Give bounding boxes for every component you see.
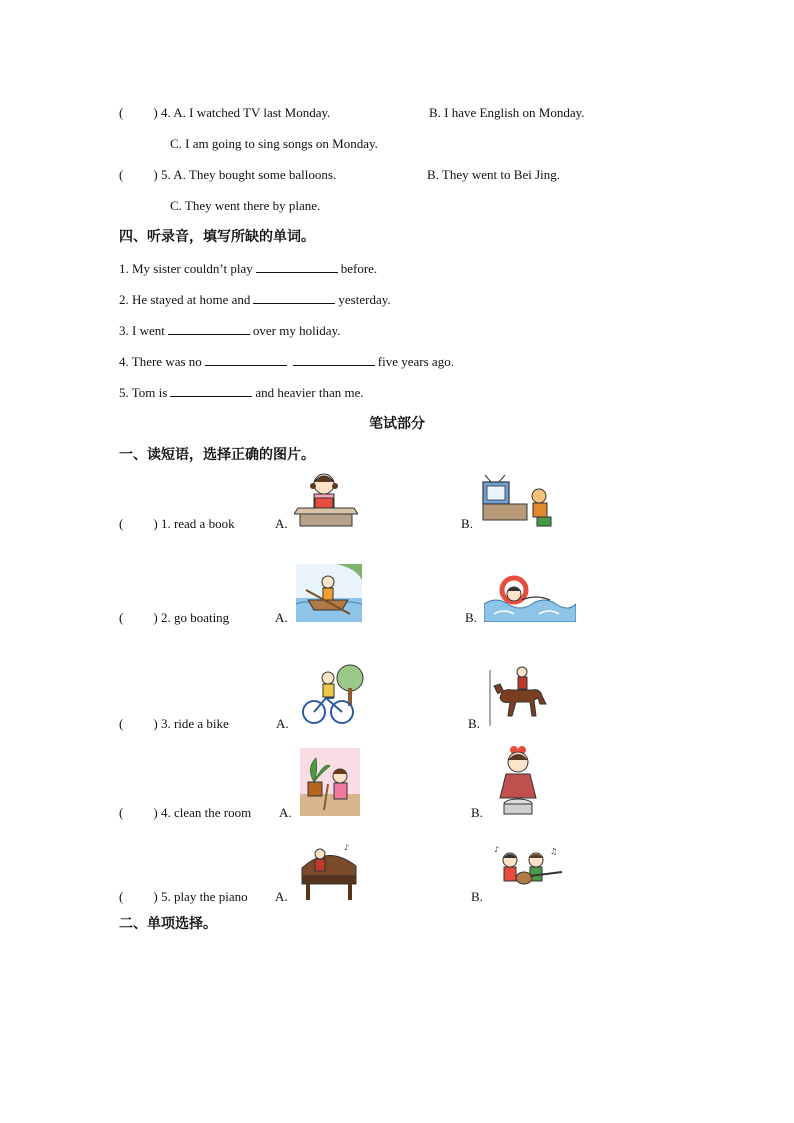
option-b-label: B. bbox=[471, 889, 483, 904]
answer-blank[interactable] bbox=[170, 385, 252, 397]
phrase: 2. go boating bbox=[160, 610, 230, 625]
fill-blank-item-2: 2. He stayed at home and yesterday. bbox=[119, 292, 391, 307]
fill-blank-item-1: 1. My sister couldn’t play before. bbox=[119, 261, 378, 276]
man-riding-horse-icon[interactable] bbox=[488, 664, 552, 728]
fill-blank-item-3: 3. I went over my holiday. bbox=[119, 323, 341, 338]
option-a-label: A. bbox=[279, 805, 292, 820]
answer-blank[interactable] bbox=[293, 354, 375, 366]
child-watching-tv-icon[interactable] bbox=[481, 474, 555, 528]
option-b: B. They went to Bei Jing. bbox=[427, 167, 561, 182]
phrase: 3. ride a bike bbox=[160, 716, 229, 731]
section-4-title: 四、听录音，填写所缺的单词。 bbox=[119, 229, 315, 245]
written-part-title: 笔试部分 bbox=[369, 416, 425, 432]
kids-playing-guitar-icon[interactable] bbox=[490, 844, 568, 894]
boy-rowing-boat-icon[interactable] bbox=[296, 564, 362, 622]
option-a-label: A. bbox=[276, 716, 289, 731]
option-a: A. They bought some balloons. bbox=[173, 167, 337, 182]
picture-question-2: ( ) 2. go boating bbox=[119, 610, 230, 625]
picture-question-5: ( ) 5. play the piano bbox=[119, 889, 248, 904]
girl-reading-icon[interactable] bbox=[294, 470, 358, 528]
written-section-2-title: 二、单项选择。 bbox=[119, 916, 217, 932]
picture-question-1: ( ) 1. read a book bbox=[119, 516, 235, 531]
svg-text:♫: ♫ bbox=[550, 847, 558, 856]
girl-sweeping-floor-icon[interactable] bbox=[300, 748, 360, 816]
written-section-1-title: 一、读短语，选择正确的图片。 bbox=[119, 447, 315, 463]
phrase: 4. clean the room bbox=[160, 805, 252, 820]
option-b-label: B. bbox=[465, 610, 477, 625]
picture-question-4: ( ) 4. clean the room bbox=[119, 805, 252, 820]
option-a: A. I watched TV last Monday. bbox=[173, 105, 331, 120]
phrase: 5. play the piano bbox=[160, 889, 248, 904]
phrase: 1. read a book bbox=[160, 516, 235, 531]
option-b: B. I have English on Monday. bbox=[429, 105, 585, 120]
answer-blank[interactable] bbox=[168, 323, 250, 335]
picture-question-3: ( ) 3. ride a bike bbox=[119, 716, 229, 731]
question-number: 5. bbox=[160, 167, 171, 182]
option-a-label: A. bbox=[275, 889, 288, 904]
man-playing-piano-icon[interactable] bbox=[298, 840, 360, 902]
option-b-label: B. bbox=[468, 716, 480, 731]
question-number: 4. bbox=[160, 105, 171, 120]
option-a-label: A. bbox=[275, 516, 288, 531]
option-b-label: B. bbox=[461, 516, 473, 531]
boy-swimming-icon[interactable] bbox=[484, 574, 576, 622]
option-c: C. I am going to sing songs on Monday. bbox=[170, 136, 378, 151]
boy-riding-bike-icon[interactable] bbox=[300, 664, 368, 726]
option-b-label: B. bbox=[471, 805, 483, 820]
fill-blank-item-4: 4. There was no five years ago. bbox=[119, 354, 454, 369]
girl-washing-clothes-icon[interactable] bbox=[492, 746, 546, 816]
question-5-line: ( ) 5. A. They bought some balloons. bbox=[119, 167, 337, 182]
svg-text:♪: ♪ bbox=[344, 843, 350, 852]
option-a-label: A. bbox=[275, 610, 288, 625]
svg-text:♪: ♪ bbox=[494, 845, 500, 854]
answer-blank[interactable] bbox=[253, 292, 335, 304]
option-c: C. They went there by plane. bbox=[170, 198, 321, 213]
fill-blank-item-5: 5. Tom is and heavier than me. bbox=[119, 385, 364, 400]
answer-blank[interactable] bbox=[256, 261, 338, 273]
question-4-line: ( ) 4. A. I watched TV last Monday. bbox=[119, 105, 331, 120]
answer-blank[interactable] bbox=[205, 354, 287, 366]
